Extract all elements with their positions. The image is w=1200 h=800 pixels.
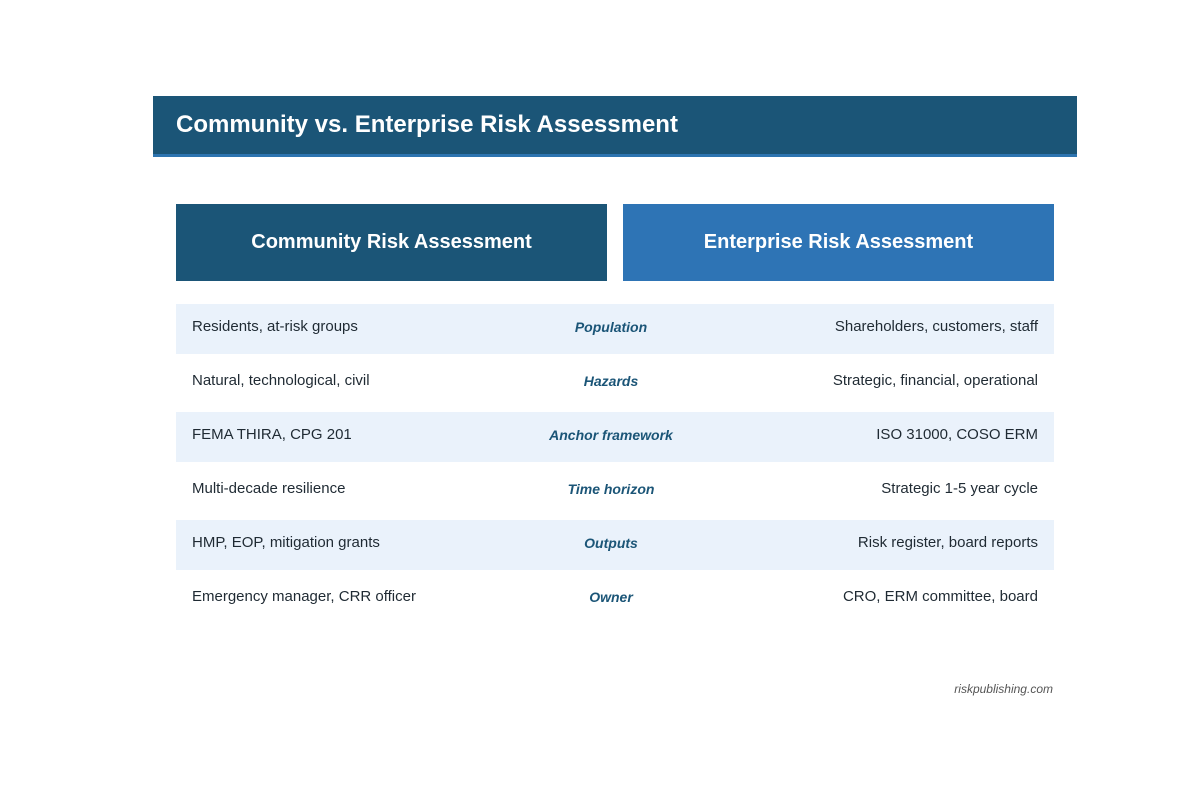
comparison-card bbox=[153, 96, 1077, 696]
aspect-label: Population bbox=[574, 318, 648, 335]
comparison-row bbox=[176, 358, 1054, 408]
community-cell: Multi-decade resilience bbox=[192, 480, 346, 497]
enterprise-column-header: Enterprise Risk Assessment bbox=[623, 204, 1054, 281]
source-credit: riskpublishing.com bbox=[954, 682, 1053, 696]
column-headers bbox=[176, 204, 1054, 281]
comparison-row bbox=[176, 466, 1054, 516]
enterprise-cell: Strategic, financial, operational bbox=[832, 372, 1038, 389]
page-title: Community vs. Enterprise Risk Assessment bbox=[176, 111, 678, 138]
enterprise-cell: ISO 31000, COSO ERM bbox=[876, 426, 1038, 443]
aspect-label: Owner bbox=[589, 588, 633, 605]
community-cell: HMP, EOP, mitigation grants bbox=[192, 534, 380, 551]
community-column-header: Community Risk Assessment bbox=[176, 204, 607, 281]
aspect-label: Hazards bbox=[583, 372, 639, 389]
enterprise-cell: Strategic 1-5 year cycle bbox=[881, 480, 1038, 497]
comparison-row bbox=[176, 304, 1054, 354]
aspect-label: Outputs bbox=[584, 534, 638, 551]
title-bar bbox=[153, 96, 1077, 157]
comparison-row bbox=[176, 574, 1054, 624]
enterprise-cell: Risk register, board reports bbox=[857, 534, 1038, 551]
enterprise-cell: Shareholders, customers, staff bbox=[834, 318, 1038, 335]
aspect-label: Anchor framework bbox=[549, 426, 673, 443]
community-cell: Emergency manager, CRR officer bbox=[192, 588, 416, 605]
comparison-rows bbox=[176, 304, 1054, 628]
comparison-row bbox=[176, 412, 1054, 462]
community-cell: FEMA THIRA, CPG 201 bbox=[192, 426, 352, 443]
enterprise-cell: CRO, ERM committee, board bbox=[842, 588, 1038, 605]
aspect-label: Time horizon bbox=[567, 480, 655, 497]
community-cell: Natural, technological, civil bbox=[192, 372, 370, 389]
community-cell: Residents, at-risk groups bbox=[192, 318, 358, 335]
comparison-row bbox=[176, 520, 1054, 570]
